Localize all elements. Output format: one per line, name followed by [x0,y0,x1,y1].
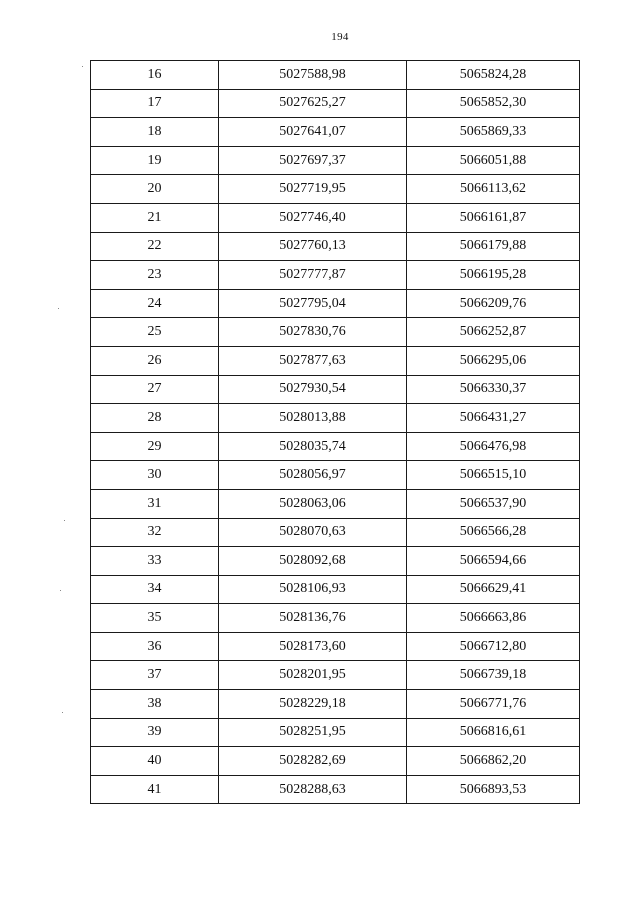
y-coordinate-cell: 5066663,86 [407,604,580,633]
coordinates-table-body [91,61,580,804]
point-number-cell: 27 [91,375,219,404]
y-coordinate-cell: 5065869,33 [407,118,580,147]
table-row [91,261,580,290]
y-coordinate-cell: 5066816,61 [407,718,580,747]
x-coordinate-cell: 5028035,74 [219,432,407,461]
x-coordinate-cell: 5027746,40 [219,203,407,232]
x-coordinate-cell: 5028106,93 [219,575,407,604]
coordinates-table [90,60,580,804]
table-row [91,346,580,375]
y-coordinate-cell: 5066476,98 [407,432,580,461]
y-coordinate-cell: 5066252,87 [407,318,580,347]
table-row [91,604,580,633]
table-row [91,89,580,118]
point-number-cell: 31 [91,489,219,518]
point-number-cell: 29 [91,432,219,461]
table-row [91,632,580,661]
x-coordinate-cell: 5027795,04 [219,289,407,318]
point-number-cell: 18 [91,118,219,147]
y-coordinate-cell: 5066330,37 [407,375,580,404]
y-coordinate-cell: 5066295,06 [407,346,580,375]
x-coordinate-cell: 5027830,76 [219,318,407,347]
x-coordinate-cell: 5028063,06 [219,489,407,518]
point-number-cell: 41 [91,775,219,804]
y-coordinate-cell: 5066771,76 [407,690,580,719]
x-coordinate-cell: 5028092,68 [219,547,407,576]
point-number-cell: 23 [91,261,219,290]
scan-speck [58,308,59,309]
x-coordinate-cell: 5027625,27 [219,89,407,118]
x-coordinate-cell: 5027777,87 [219,261,407,290]
y-coordinate-cell: 5066113,62 [407,175,580,204]
table-row [91,690,580,719]
y-coordinate-cell: 5066893,53 [407,775,580,804]
table-row [91,775,580,804]
point-number-cell: 36 [91,632,219,661]
y-coordinate-cell: 5066179,88 [407,232,580,261]
point-number-cell: 20 [91,175,219,204]
x-coordinate-cell: 5028136,76 [219,604,407,633]
y-coordinate-cell: 5066712,80 [407,632,580,661]
x-coordinate-cell: 5028288,63 [219,775,407,804]
point-number-cell: 32 [91,518,219,547]
y-coordinate-cell: 5066209,76 [407,289,580,318]
table-row [91,432,580,461]
point-number-cell: 21 [91,203,219,232]
table-row [91,489,580,518]
x-coordinate-cell: 5027641,07 [219,118,407,147]
y-coordinate-cell: 5066629,41 [407,575,580,604]
point-number-cell: 19 [91,146,219,175]
x-coordinate-cell: 5028282,69 [219,747,407,776]
point-number-cell: 22 [91,232,219,261]
table-row [91,118,580,147]
x-coordinate-cell: 5027697,37 [219,146,407,175]
y-coordinate-cell: 5066566,28 [407,518,580,547]
table-row [91,289,580,318]
point-number-cell: 35 [91,604,219,633]
x-coordinate-cell: 5028070,63 [219,518,407,547]
point-number-cell: 34 [91,575,219,604]
y-coordinate-cell: 5066594,66 [407,547,580,576]
scan-speck [82,66,83,67]
x-coordinate-cell: 5027930,54 [219,375,407,404]
table-row [91,146,580,175]
table-row [91,518,580,547]
point-number-cell: 28 [91,404,219,433]
y-coordinate-cell: 5066739,18 [407,661,580,690]
x-coordinate-cell: 5028173,60 [219,632,407,661]
x-coordinate-cell: 5027588,98 [219,61,407,90]
table-row [91,404,580,433]
table-row [91,461,580,490]
table-row [91,718,580,747]
point-number-cell: 33 [91,547,219,576]
point-number-cell: 25 [91,318,219,347]
table-row [91,203,580,232]
y-coordinate-cell: 5066161,87 [407,203,580,232]
point-number-cell: 37 [91,661,219,690]
y-coordinate-cell: 5065824,28 [407,61,580,90]
point-number-cell: 16 [91,61,219,90]
table-row [91,747,580,776]
table-row [91,547,580,576]
table-row [91,575,580,604]
x-coordinate-cell: 5028229,18 [219,690,407,719]
y-coordinate-cell: 5066537,90 [407,489,580,518]
x-coordinate-cell: 5028251,95 [219,718,407,747]
point-number-cell: 30 [91,461,219,490]
page-number: 194 [331,31,349,43]
point-number-cell: 26 [91,346,219,375]
y-coordinate-cell: 5065852,30 [407,89,580,118]
x-coordinate-cell: 5028056,97 [219,461,407,490]
table-row [91,61,580,90]
y-coordinate-cell: 5066431,27 [407,404,580,433]
scan-speck [62,712,63,713]
y-coordinate-cell: 5066862,20 [407,747,580,776]
point-number-cell: 38 [91,690,219,719]
point-number-cell: 17 [91,89,219,118]
point-number-cell: 24 [91,289,219,318]
table-row [91,661,580,690]
y-coordinate-cell: 5066051,88 [407,146,580,175]
table-row [91,232,580,261]
x-coordinate-cell: 5027877,63 [219,346,407,375]
scan-speck [60,590,61,591]
table-row [91,175,580,204]
table-row [91,318,580,347]
x-coordinate-cell: 5027719,95 [219,175,407,204]
point-number-cell: 39 [91,718,219,747]
x-coordinate-cell: 5028201,95 [219,661,407,690]
x-coordinate-cell: 5027760,13 [219,232,407,261]
y-coordinate-cell: 5066515,10 [407,461,580,490]
table-row [91,375,580,404]
point-number-cell: 40 [91,747,219,776]
y-coordinate-cell: 5066195,28 [407,261,580,290]
x-coordinate-cell: 5028013,88 [219,404,407,433]
scan-speck [64,520,65,521]
